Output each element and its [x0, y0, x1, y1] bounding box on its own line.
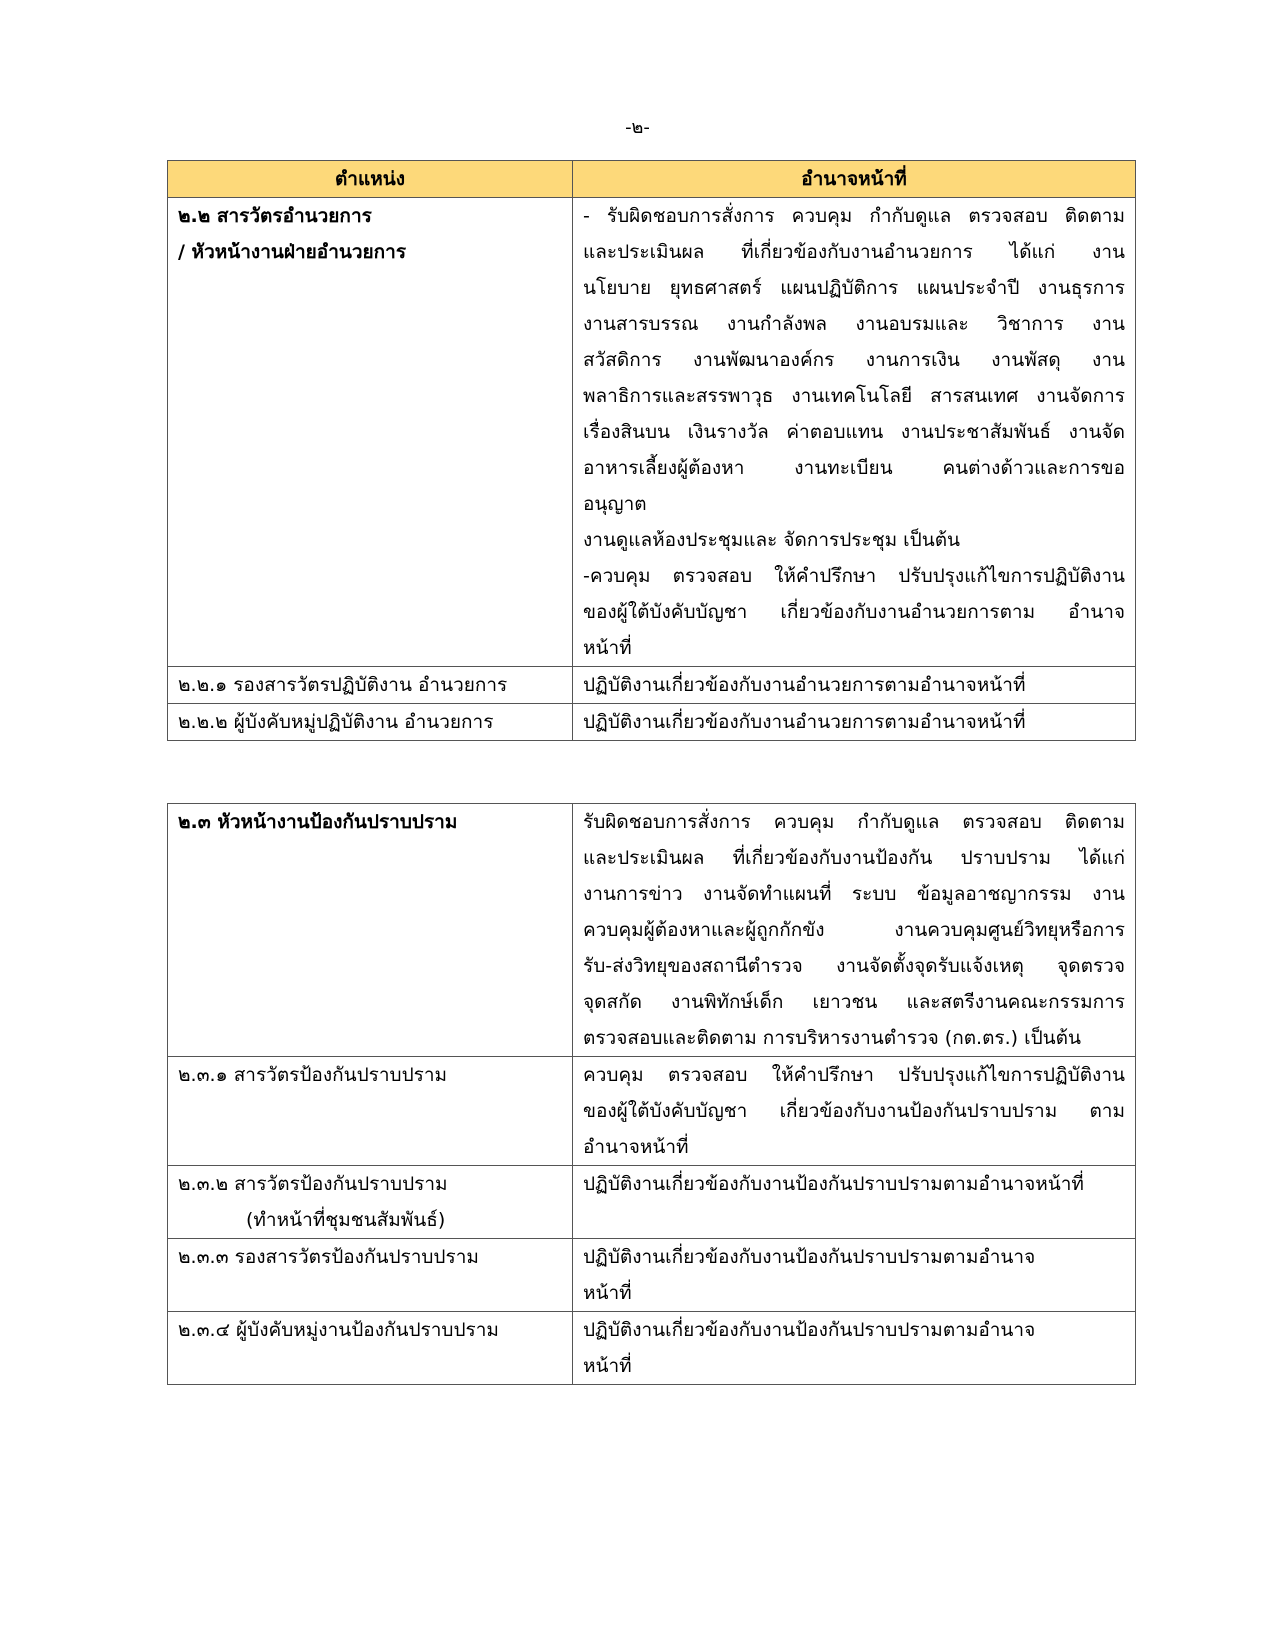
position-cell: ๒.๒.๑ รองสารวัตรปฏิบัติงาน อำนวยการ: [168, 667, 573, 704]
duty-line: นโยบาย ยุทธศาสตร์ แผนปฏิบัติการ แผนประจำปี งานธุรการ: [583, 277, 1125, 299]
duty-table-administration: [167, 160, 1136, 741]
duty-line: งานดูแลห้องประชุมและ จัดการประชุม เป็นต้น: [583, 529, 961, 551]
table-row: [168, 1057, 1136, 1166]
duty-cell: [573, 1239, 1136, 1312]
header-position: ตำแหน่ง: [168, 161, 573, 198]
position-title: ๒.๓.๑ สารวัตรป้องกันปราบปราม: [178, 1064, 448, 1086]
duty-cell: [573, 198, 1136, 667]
position-cell: [168, 804, 573, 1057]
position-subtitle: (ทำหน้าที่ชุมชนสัมพันธ์): [246, 1209, 446, 1231]
duty-cell: [573, 1312, 1136, 1385]
position-cell: ๒.๒.๒ ผู้บังคับหมู่ปฏิบัติงาน อำนวยการ: [168, 704, 573, 741]
duty-line: - รับผิดชอบการสั่งการ ควบคุม กำกับดูแล ตรวจสอบ ติดตาม: [583, 205, 1125, 227]
table-row: [168, 1166, 1136, 1239]
position-title: ๒.๓ หัวหน้างานป้องกันปราบปราม: [178, 811, 458, 833]
duty-line: จุดสกัด งานพิทักษ์เด็ก เยาวชน และสตรีงานคณะกรรมการ: [583, 991, 1125, 1013]
duty-cell: [573, 1166, 1136, 1239]
duty-line: และประเมินผล ที่เกี่ยวข้องกับงานอำนวยการ ได้แก่ งาน: [583, 241, 1125, 263]
duty-line: รับ-ส่งวิทยุของสถานีตำรวจ งานจัดตั้งจุดรับแจ้งเหตุ จุดตรวจ: [583, 955, 1125, 977]
page-number: -๒-: [625, 117, 650, 138]
duty-line: และประเมินผล ที่เกี่ยวข้องกับงานป้องกัน ปราบปราม ได้แก่: [583, 847, 1125, 869]
table-row: [168, 198, 1136, 667]
duty-line: หน้าที่: [583, 637, 632, 659]
duty-table-crime-prevention: [167, 803, 1136, 1385]
position-cell: [168, 1239, 573, 1312]
table-header-row: [168, 161, 1136, 198]
duty-line: หน้าที่: [583, 1355, 632, 1377]
duty-line: รับผิดชอบการสั่งการ ควบคุม กำกับดูแล ตรวจสอบ ติดตาม: [583, 811, 1125, 833]
position-cell: [168, 1057, 573, 1166]
duty-line: งานสารบรรณ งานกำลังพล งานอบรมและ วิชาการ งาน: [583, 313, 1125, 335]
duty-line: สวัสดิการ งานพัฒนาองค์กร งานการเงิน งานพัสดุ งาน: [583, 349, 1125, 371]
duty-cell: [573, 804, 1136, 1057]
duty-line: อาหารเลี้ยงผู้ต้องหา งานทะเบียน คนต่างด้าวและการขอ: [583, 457, 1125, 479]
table-row: [168, 1312, 1136, 1385]
duty-line: ควบคุม ตรวจสอบ ให้คำปรึกษา ปรับปรุงแก้ไขการปฏิบัติงาน: [583, 1064, 1125, 1086]
duty-line: อนุญาต: [583, 493, 647, 515]
duty-line: ของผู้ใต้บังคับบัญชา เกี่ยวข้องกับงานป้องกันปราบปราม ตาม: [583, 1100, 1125, 1122]
duty-cell: [573, 1057, 1136, 1166]
duty-line: พลาธิการและสรรพาวุธ งานเทคโนโลยี สารสนเทศ งานจัดการ: [583, 385, 1125, 407]
duty-line: งานการข่าว งานจัดทำแผนที่ ระบบ ข้อมูลอาชญากรรม งาน: [583, 883, 1125, 905]
position-cell: [168, 1166, 573, 1239]
header-duty: อำนาจหน้าที่: [573, 161, 1136, 198]
duty-line: หน้าที่: [583, 1282, 632, 1304]
table-row: [168, 1239, 1136, 1312]
position-title: ๒.๓.๔ ผู้บังคับหมู่งานป้องกันปราบปราม: [178, 1319, 499, 1341]
position-cell: [168, 1312, 573, 1385]
duty-line: ควบคุมผู้ต้องหาและผู้ถูกกักขัง งานควบคุมศูนย์วิทยุหรือการ: [583, 919, 1125, 941]
duty-line: เรื่องสินบน เงินรางวัล ค่าตอบแทน งานประชาสัมพันธ์ งานจัด: [583, 421, 1125, 443]
position-subtitle: / หัวหน้างานฝ่ายอำนวยการ: [178, 241, 407, 263]
duty-line: -ควบคุม ตรวจสอบ ให้คำปรึกษา ปรับปรุงแก้ไขการปฏิบัติงาน: [583, 565, 1125, 587]
duty-line: อำนาจหน้าที่: [583, 1136, 689, 1158]
duty-cell: ปฏิบัติงานเกี่ยวข้องกับงานอำนวยการตามอำนาจหน้าที่: [573, 704, 1136, 741]
position-title: ๒.๒ สารวัตรอำนวยการ: [178, 205, 372, 227]
duty-cell: ปฏิบัติงานเกี่ยวข้องกับงานอำนวยการตามอำนาจหน้าที่: [573, 667, 1136, 704]
position-title: ๒.๓.๒ สารวัตรป้องกันปราบปราม: [178, 1173, 448, 1195]
table-row: [168, 704, 1136, 741]
duty-line: ปฏิบัติงานเกี่ยวข้องกับงานป้องกันปราบปรามตามอำนาจ: [583, 1319, 1036, 1341]
position-title: ๒.๓.๓ รองสารวัตรป้องกันปราบปราม: [178, 1246, 479, 1268]
duty-line: ปฏิบัติงานเกี่ยวข้องกับงานป้องกันปราบปรามตามอำนาจ: [583, 1246, 1036, 1268]
duty-line: ปฏิบัติงานเกี่ยวข้องกับงานป้องกันปราบปรามตามอำนาจหน้าที่: [583, 1173, 1084, 1195]
table-row: [168, 667, 1136, 704]
duty-line: ตรวจสอบและติดตาม การบริหารงานตำรวจ (กต.ตร.) เป็นต้น: [583, 1027, 1081, 1049]
duty-line: ของผู้ใต้บังคับบัญชา เกี่ยวข้องกับงานอำนวยการตาม อำนาจ: [583, 601, 1125, 623]
position-cell: [168, 198, 573, 667]
table-row: [168, 804, 1136, 1057]
